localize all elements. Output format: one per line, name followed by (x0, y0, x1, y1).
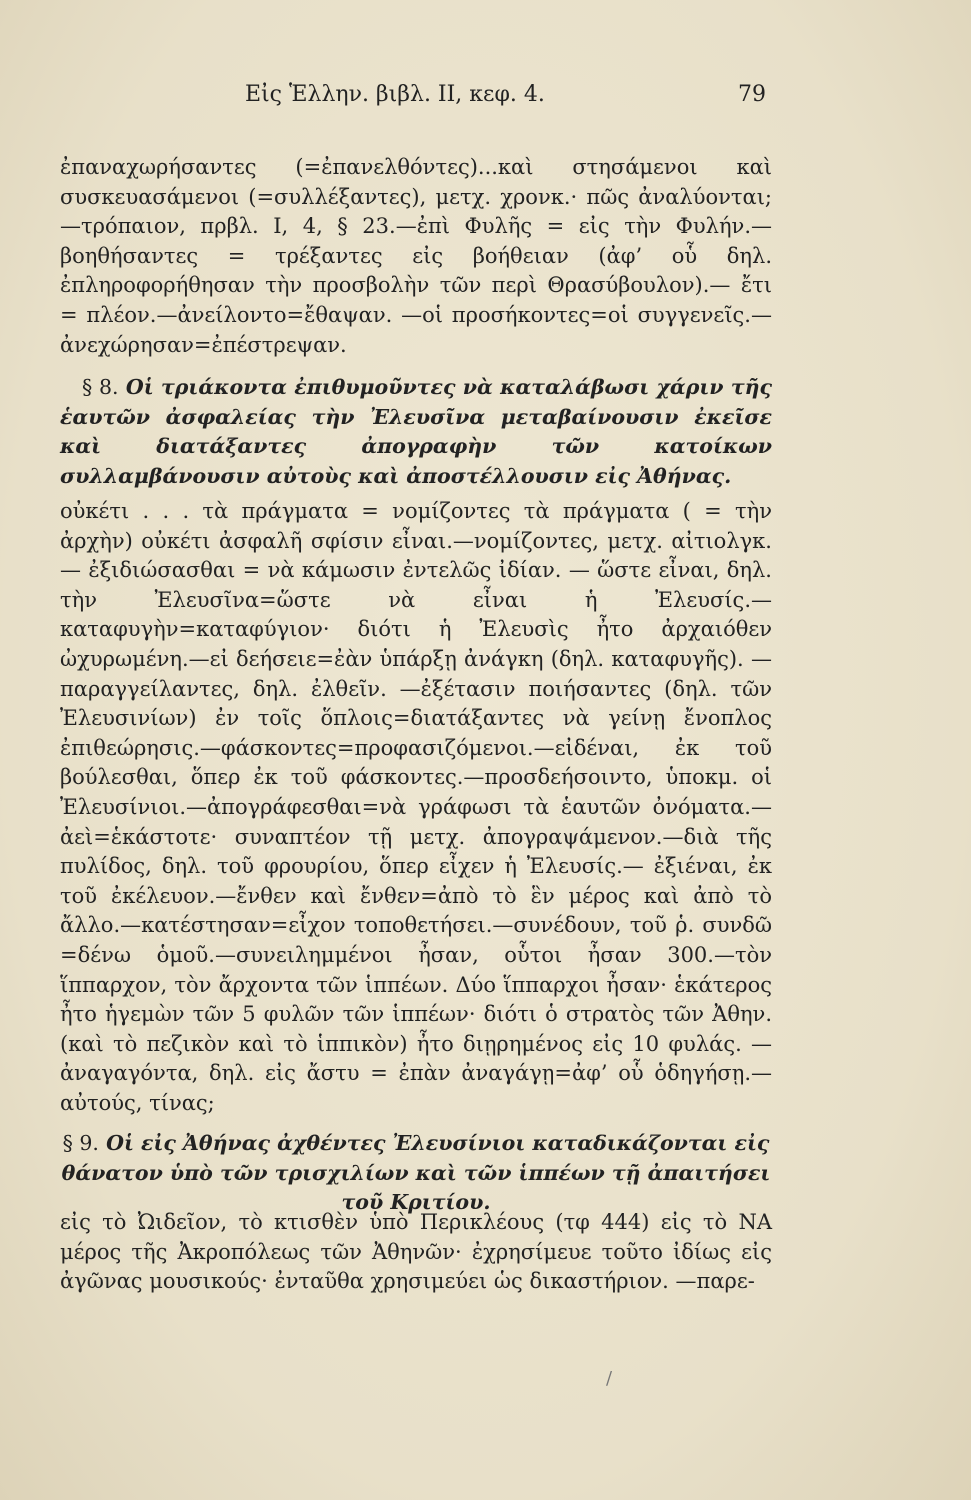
commentary-paragraph: ἐπαναχωρήσαντες (=ἐπανελθόντες)...καὶ στησάμενοι καὶ συσκευασάμενοι (=συλλέξαντες), μετχ. χρονκ.· πῶς ἀναλύονται;—τρόπαιον, πρβλ. I, 4, § 23.—ἐπὶ Φυλῆς = εἰς τὴν Φυλήν.—βοηθήσαντες = τρέξαντες εἰς βοήθειαν (ἀφ’ οὗ δηλ. ἐπληροφορήθησαν τὴν προσβολὴν τῶν περὶ Θρασύβουλον).— ἔτι = πλέον.—ἀνείλοντο=ἔθαψαν. —οἱ προσήκοντες=οἱ συγγενεῖς.—ἀνεχώρησαν=ἐπέστρεψαν. (60, 155, 772, 357)
commentary-paragraph: εἰς τὸ Ὠιδεῖον, τὸ κτισθὲν ὑπὸ Περικλέους (τφ 444) εἰς τὸ ΝΑ μέρος τῆς Ἀκροπόλεως τῶν Ἀθηνῶν· ἐχρησίμευε τοῦτο ἰδίως εἰς ἀγῶνας μουσικούς· ἐνταῦθα χρησιμεύει ὡς δικαστήριον. —παρε- (60, 1210, 772, 1294)
running-header (245, 82, 766, 116)
page-number: 79 (738, 82, 766, 107)
pencil-mark: / (606, 1368, 613, 1389)
section-mark: § 9. (62, 1131, 99, 1155)
commentary-paragraph: οὐκέτι . . . τὰ πράγματα = νομίζοντες τὰ πράγματα ( = τὴν ἀρχὴν) οὐκέτι ἀσφαλῆ σφίσιν εἶναι.—νομίζοντες, μετχ. αἰτιολγκ. — ἐξιδιώσασθαι = νὰ κάμωσιν ἐντελῶς ἰδίαν. — ὥστε εἶναι, δηλ. τὴν Ἐλευσῖνα=ὥστε νὰ εἶναι ἡ Ἐλευσίς.—καταφυγὴν=καταφύγιον· διότι ἡ Ἐλευσὶς ἦτο ἀρχαιόθεν ὠχυρωμένη.—εἰ δεήσειε=ἐὰν ὑπάρξῃ ἀνάγκη (δηλ. καταφυγῆς). —παραγγείλαντες, δηλ. ἐλθεῖν. —ἐξέτασιν ποιήσαντες (δηλ. τῶν Ἐλευσινίων) ἐν τοῖς ὅπλοις=διατάξαντες νὰ γείνῃ ἔνοπλος ἐπιθεώρησις.—φάσκοντες=προφασιζόμενοι.—εἰδέναι, ἐκ τοῦ βούλεσθαι, ὅπερ ἐκ τοῦ φάσκοντες.—προσδεήσοιντο, ὑποκμ. οἱ Ἐλευσίνιοι.—ἀπογράφεσθαι=νὰ γράφωσι τὰ ἑαυτῶν ὀνόματα.—ἀεὶ=ἑκάστοτε· συναπτέον τῇ μετχ. ἀπογραψάμενον.—διὰ τῆς πυλίδος, δηλ. τοῦ φρουρίου, ὅπερ εἶχεν ἡ Ἐλευσίς.— ἐξιέναι, ἐκ τοῦ ἐκέλευον.—ἔνθεν καὶ ἔνθεν=ἀπὸ τὸ ἓν μέρος καὶ ἀπὸ τὸ ἄλλο.—κατέστησαν=εἶχον τοποθετήσει.—συνέδουν, τοῦ ῥ. συνδῶ =δένω ὁμοῦ.—συνειλημμένοι ἦσαν, οὗτοι ἦσαν 300.—τὸν ἵππαρχον, τὸν ἄρχοντα τῶν ἱππέων. Δύο ἵππαρχοι ἦσαν· ἑκάτερος ἦτο ἡγεμὼν τῶν 5 φυλῶν τῶν ἱππέων· διότι ὁ στρατὸς τῶν Ἀθην. (καὶ τὸ πεζικὸν καὶ τὸ ἱππικὸν) ἦτο διῃρημένος εἰς 10 φυλάς. — ἀναγαγόντα, δηλ. εἰς ἄστυ = ἐπὰν ἀναγάγῃ=ἀφ’ οὗ ὁδηγήσῃ.—αὐτούς, τίνας; (60, 499, 772, 1115)
section-summary: Οἱ εἰς Ἀθήνας ἀχθέντες Ἐλευσίνιοι καταδικάζονται εἰς θάνατον ὑπὸ τῶν τρισχιλίων καὶ τῶν ἱππέων τῇ ἀπαιτήσει τοῦ Κριτίου. (61, 1131, 771, 1214)
header-title: Εἰς Ἑλλην. βιβλ. II, κεφ. 4. (245, 82, 545, 107)
section-mark: § 8. (82, 375, 119, 399)
section-heading-8 (60, 373, 772, 491)
section-summary: Οἱ τριάκοντα ἐπιθυμοῦντες νὰ καταλάβωσι χάριν τῆς ἑαυτῶν ἀσφαλείας τὴν Ἐλευσῖνα μεταβαίνουσιν ἐκεῖσε καὶ διατάξαντες ἀπογραφὴν τῶν κατοίκων συλλαμβάνουσιν αὐτοὺς καὶ ἀποστέλλουσιν εἰς Ἀθήνας. (60, 375, 772, 488)
section-heading-9 (60, 1129, 772, 1218)
